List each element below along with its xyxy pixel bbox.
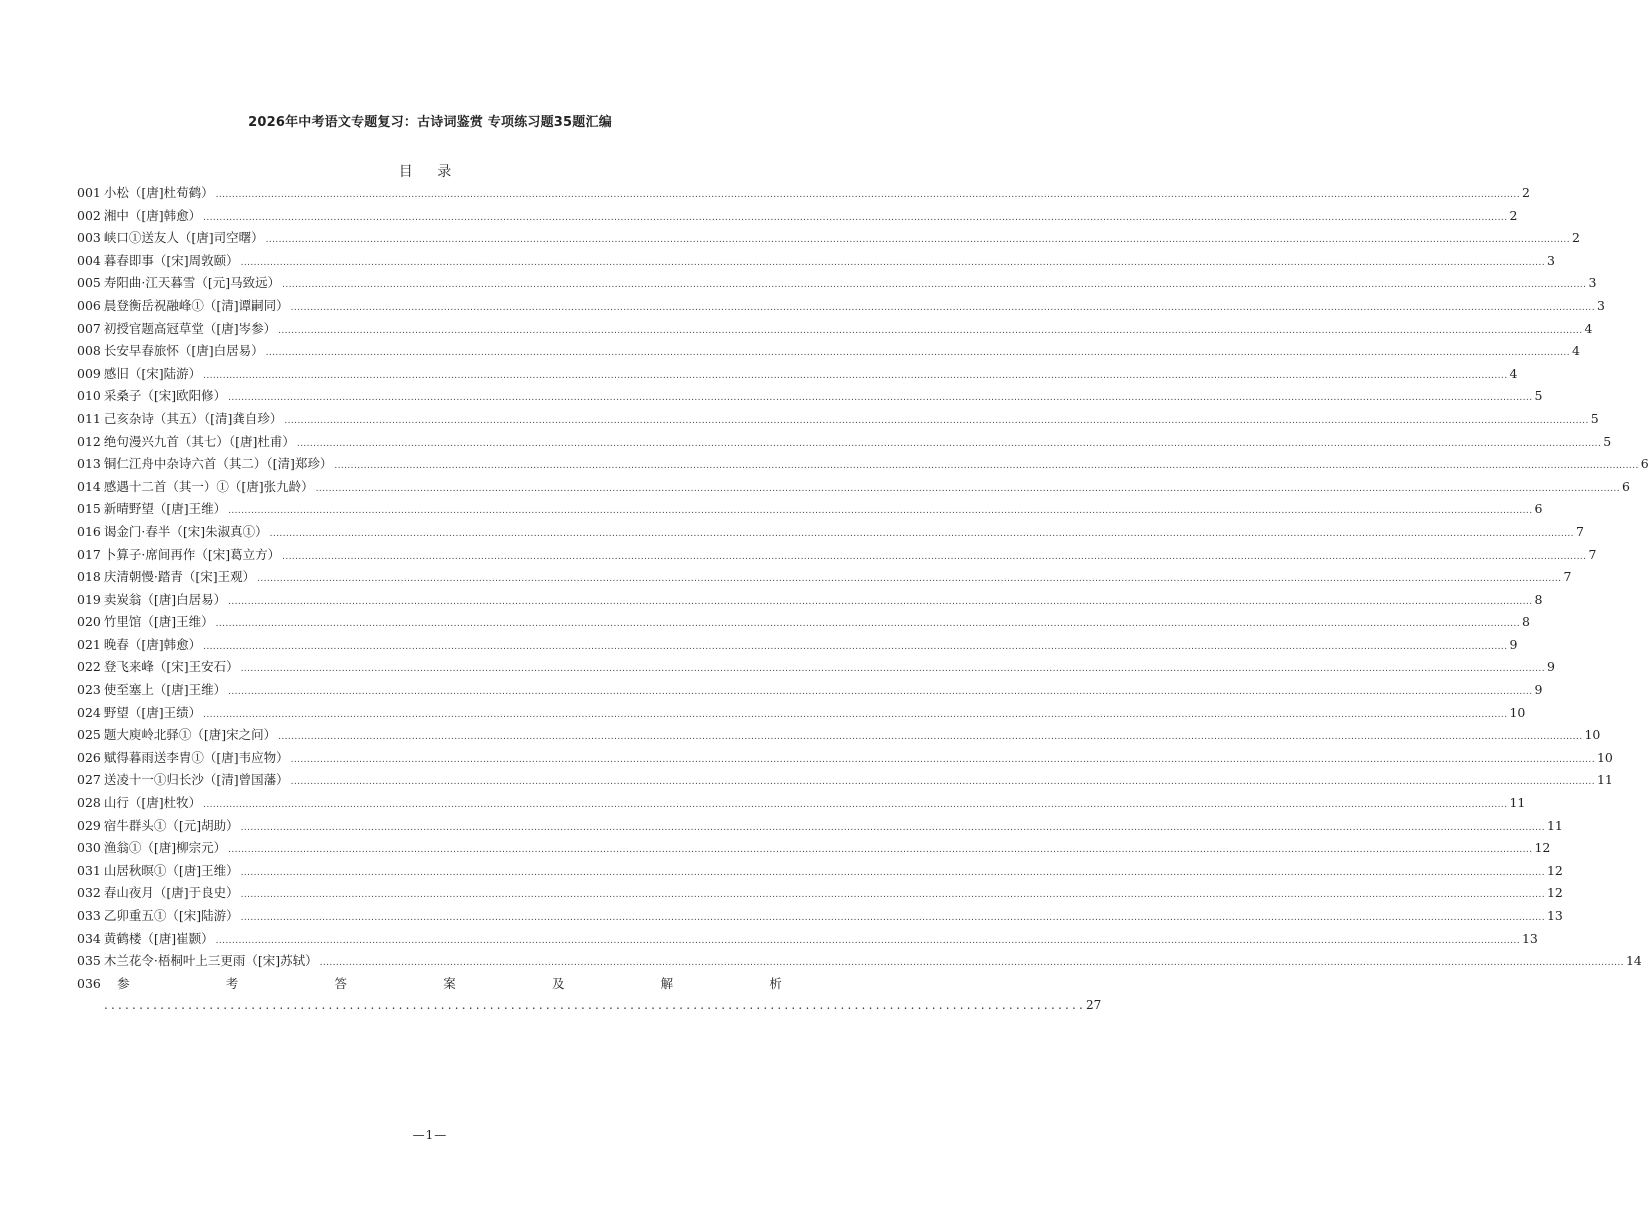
- toc-entry-number: 025: [77, 727, 101, 743]
- toc-entry-title: 己亥杂诗（其五）（[清]龚自珍）: [103, 410, 283, 426]
- toc-page-number: 7: [1563, 569, 1572, 585]
- toc-dot-leader: ................................................................................................................................................................................................................................................................................................................................................................................................................: [228, 393, 1533, 404]
- toc-entry[interactable]: [77, 769, 1613, 792]
- toc-entry-title: [117, 973, 782, 996]
- toc-entry-number: 010: [77, 388, 101, 404]
- toc-entry[interactable]: [77, 837, 1551, 860]
- toc-entry-title: 宿牛群头①（[元]胡助）: [103, 817, 239, 833]
- toc-dot-leader: ................................................................................................................................................................................................................................................................................................................................................................................................................: [282, 551, 1587, 562]
- toc-entry-title-char: 答: [334, 975, 347, 991]
- toc-dot-leader: ................................................................................................................................................................................................................................................................................................................................................................................................................: [290, 302, 1595, 313]
- toc-entry-title: 春山夜月（[唐]于良史）: [103, 885, 239, 901]
- toc-entry-title: 渔翁①（[唐]柳宗元）: [103, 840, 227, 856]
- toc-entry[interactable]: [77, 611, 1530, 634]
- toc-entry[interactable]: [77, 453, 1649, 476]
- toc-entry-number: 004: [77, 252, 101, 268]
- toc-page-number: 11: [1509, 795, 1526, 811]
- toc-entry[interactable]: [77, 724, 1601, 747]
- toc-page-number: 10: [1584, 727, 1601, 743]
- toc-entry-number: 008: [77, 343, 101, 359]
- toc-entry-title: 初授官题高冠草堂（[唐]岑参）: [103, 320, 277, 336]
- toc-entry-number: 002: [77, 207, 101, 223]
- toc-entry-number: 011: [77, 410, 101, 426]
- toc-entry-number: 013: [77, 456, 101, 472]
- toc-entry-number: 001: [77, 185, 101, 200]
- toc-entry[interactable]: [77, 860, 1563, 883]
- toc-page-number: 27: [1086, 998, 1102, 1012]
- toc-entry[interactable]: [77, 589, 1543, 612]
- toc-dot-leader: ................................................................................................................................................................................................................................................................................................................................................................................................................: [284, 415, 1589, 426]
- toc-entry-number: 028: [77, 795, 101, 811]
- toc-entry-number: 029: [77, 817, 101, 833]
- toc-dot-leader: ................................................................................................................................................................................................................................................................................................................................................................................................................: [240, 890, 1545, 901]
- toc-dot-leader: ................................................................................................................................................................................................................................................................................................................................................................................................................: [240, 822, 1545, 833]
- toc-entry-title: 感旧（[宋]陆游）: [103, 365, 202, 381]
- toc-entry[interactable]: [77, 431, 1612, 454]
- toc-entry-number: 014: [77, 478, 101, 494]
- toc-dot-leader: ................................................................................................................................................................................................................................................................................................................................................................................................................: [228, 845, 1533, 856]
- table-of-contents: [77, 182, 1649, 995]
- toc-entry[interactable]: [77, 792, 1526, 815]
- toc-dot-leader: ................................................................................................................................................................................................................................................................................................................................................................................................................: [203, 709, 1508, 720]
- toc-entry[interactable]: [77, 385, 1543, 408]
- toc-entry-number: 023: [77, 682, 101, 698]
- toc-entry[interactable]: [77, 476, 1630, 499]
- toc-entry-title: 野望（[唐]王绩）: [103, 704, 202, 720]
- toc-entry-title: 山居秋暝①（[唐]王维）: [103, 862, 239, 878]
- toc-page-number: 7: [1575, 523, 1584, 539]
- toc-entry[interactable]: [77, 702, 1526, 725]
- toc-entry-answers[interactable]: [77, 973, 782, 995]
- toc-entry[interactable]: [77, 318, 1593, 341]
- toc-entry-number: 030: [77, 840, 101, 856]
- toc-page-number: 8: [1521, 614, 1530, 630]
- toc-dot-leader: ................................................................................................................................................................................................................................................................................................................................................................................................................: [278, 325, 1583, 336]
- toc-entry[interactable]: [77, 634, 1518, 657]
- toc-entry[interactable]: [77, 905, 1563, 928]
- toc-page-number: 12: [1546, 885, 1563, 901]
- toc-dot-leader: ................................................................................................................................................................................................................................................................................................................................................................................................................: [215, 619, 1520, 630]
- toc-entry-title: 晨登衡岳祝融峰①（[清]谭嗣同）: [103, 297, 289, 313]
- toc-page-number: 5: [1534, 388, 1543, 404]
- toc-page-number: 2: [1521, 185, 1530, 200]
- toc-dot-leader: ................................................................................................................................................................................................................................................................................................................................................................................................................: [278, 732, 1583, 743]
- toc-entry-title: 采桑子（[宋]欧阳修）: [103, 388, 227, 404]
- toc-dot-leader: ................................................................................................................................................................................................................................................................................................................................................................................................................: [215, 190, 1520, 200]
- toc-dot-leader: ................................................................................................................................................................................................................................................................................................................................................................................................................: [334, 461, 1639, 472]
- toc-page-number: 4: [1584, 320, 1593, 336]
- toc-page-number: 2: [1509, 207, 1518, 223]
- toc-dot-leader: ................................................................................................................................................................................................................................................................................................................................................................................................................: [240, 867, 1545, 878]
- toc-page-number: 10: [1509, 704, 1526, 720]
- toc-entry-title-char: 考: [225, 975, 239, 991]
- toc-dot-leader: ................................................................................................................................................................................................................................................................................................................................................................................................................: [315, 483, 1620, 494]
- toc-page-number: 7: [1588, 546, 1597, 562]
- toc-entry-title: 赋得暮雨送李胄①（[唐]韦应物）: [103, 749, 289, 765]
- toc-entry-title: 卖炭翁（[唐]白居易）: [103, 591, 227, 607]
- toc-entry-title: 寿阳曲·江天暮雪（[元]马致远）: [103, 275, 281, 291]
- toc-entry-number: 006: [77, 297, 101, 313]
- toc-entry-title: 卜算子·席间再作（[宋]葛立方）: [103, 546, 281, 562]
- toc-entry-title: 峡口①送友人（[唐]司空曙）: [103, 230, 264, 246]
- toc-entry-title-char: 参: [117, 975, 130, 991]
- toc-entry-number: 015: [77, 501, 101, 517]
- toc-page-number: 12: [1534, 840, 1551, 856]
- toc-entry[interactable]: [77, 544, 1597, 567]
- toc-entry-continuation: [104, 997, 1102, 1013]
- toc-dot-leader: ................................................................................................................................................................................................................................................................................................................................................................................................................: [203, 212, 1508, 223]
- toc-entry-title: 铜仁江舟中杂诗六首（其二）（[清]郑珍）: [103, 456, 333, 472]
- toc-entry-title-char: 及: [551, 975, 565, 991]
- toc-entry[interactable]: [77, 928, 1538, 951]
- toc-entry-title: 感遇十二首（其一）①（[唐]张九龄）: [103, 478, 314, 494]
- toc-heading: 目 录: [398, 164, 462, 180]
- toc-entry[interactable]: [77, 882, 1563, 905]
- toc-entry-title: 谒金门·春半（[宋]朱淑真①）: [103, 523, 268, 539]
- toc-page-number: 10: [1596, 749, 1613, 765]
- toc-entry-title: 使至塞上（[唐]王维）: [103, 682, 227, 698]
- toc-page-number: 4: [1571, 343, 1580, 359]
- toc-entry-title-char: 析: [769, 975, 782, 991]
- toc-entry-title: 黄鹤楼（[唐]崔颢）: [103, 930, 214, 946]
- toc-dot-leader: ................................................................................................................................................................................................................................................................................................................................................................................................................: [203, 370, 1508, 381]
- toc-entry-number: 012: [77, 433, 101, 449]
- toc-page-number: 14: [1625, 953, 1642, 969]
- toc-entry-title: 题大庾岭北驿①（[唐]宋之问）: [103, 727, 277, 743]
- toc-page-number: 9: [1534, 682, 1543, 698]
- toc-entry-title: 登飞来峰（[宋]王安石）: [103, 659, 239, 675]
- page-footer: —1—: [412, 1128, 448, 1142]
- toc-entry-number: 009: [77, 365, 101, 381]
- toc-dot-leader: ................................................................................................................................................................................................................................................................................................................................................................................................................: [228, 506, 1533, 517]
- toc-page-number: 3: [1596, 297, 1605, 313]
- toc-page-number: 11: [1596, 772, 1613, 788]
- toc-entry-title-char: 案: [443, 975, 456, 991]
- toc-entry-title-char: 解: [660, 975, 674, 991]
- toc-entry[interactable]: [77, 498, 1543, 521]
- toc-dot-leader: ................................................................................................................................................................................................................................................................................................................................................................................................................: [257, 574, 1562, 585]
- toc-page-number: 6: [1534, 501, 1543, 517]
- toc-entry-title: 竹里馆（[唐]王维）: [103, 614, 214, 630]
- toc-entry-number: 032: [77, 885, 101, 901]
- toc-dot-leader: ................................................................................................................................................................................................................................................................................................................................................................................................................: [240, 913, 1545, 923]
- toc-page-number: 11: [1546, 817, 1563, 833]
- toc-entry[interactable]: [77, 272, 1597, 295]
- toc-entry-number: 026: [77, 749, 101, 765]
- toc-entry[interactable]: [77, 340, 1580, 363]
- toc-entry-number: 005: [77, 275, 101, 291]
- toc-entry[interactable]: [77, 679, 1543, 702]
- toc-dot-leader: ................................................................................................................................................................................................................................................................................................................................................................................................................: [240, 664, 1545, 675]
- toc-entry-number: 033: [77, 908, 101, 923]
- toc-dot-leader: ................................................................................................................................................................................................................................................................................................................................................................................................................: [282, 280, 1587, 291]
- toc-entry-number: 035: [77, 953, 101, 969]
- toc-page-number: 12: [1546, 862, 1563, 878]
- toc-entry[interactable]: [77, 521, 1584, 544]
- toc-entry-title: 庆清朝慢·踏青（[宋]王观）: [103, 569, 256, 585]
- toc-page-number: 6: [1640, 456, 1649, 472]
- toc-entry-title: 木兰花令·梧桐叶上三更雨（[宋]苏轼）: [103, 953, 318, 969]
- toc-entry[interactable]: [77, 295, 1605, 318]
- toc-page-number: 3: [1546, 252, 1555, 268]
- toc-entry[interactable]: [77, 950, 1642, 973]
- toc-dot-leader: ................................................................................................................................................................................................................................................................................................................................................................................................................: [319, 958, 1624, 969]
- toc-entry-number: 018: [77, 569, 101, 585]
- toc-entry-title: 送凌十一①归长沙（[清]曾国藩）: [103, 772, 289, 788]
- toc-entry-title: 小松（[唐]杜荀鹤）: [103, 185, 214, 200]
- toc-dot-leader: ................................................................................................................................................................................................................................................................................................................................................................................................................: [203, 641, 1508, 652]
- document-title: 2026年中考语文专题复习：古诗词鉴赏 专项练习题35题汇编: [248, 115, 612, 130]
- toc-entry[interactable]: [77, 363, 1518, 386]
- toc-entry-number: 016: [77, 523, 101, 539]
- toc-dot-leader: ................................................................................................................................................................................................................................................................................................................................................................................................................: [269, 528, 1574, 539]
- toc-dot-leader: ............................................................................................................................................: [104, 998, 1087, 1012]
- toc-entry-number: 031: [77, 862, 101, 878]
- toc-dot-leader: ................................................................................................................................................................................................................................................................................................................................................................................................................: [203, 800, 1508, 811]
- toc-entry[interactable]: [77, 566, 1572, 589]
- toc-entry-title: 新晴野望（[唐]王维）: [103, 501, 227, 517]
- toc-page-number: 9: [1509, 636, 1518, 652]
- toc-dot-leader: ................................................................................................................................................................................................................................................................................................................................................................................................................: [290, 754, 1595, 765]
- toc-entry-title: 湘中（[唐]韩愈）: [103, 207, 202, 223]
- toc-dot-leader: ................................................................................................................................................................................................................................................................................................................................................................................................................: [265, 235, 1570, 246]
- toc-entry[interactable]: [77, 250, 1555, 273]
- toc-entry-title: 暮春即事（[宋]周敦颐）: [103, 252, 239, 268]
- toc-page-number: 8: [1534, 591, 1543, 607]
- toc-entry[interactable]: [77, 227, 1580, 250]
- toc-entry-title: 乙卯重五①（[宋]陆游）: [103, 908, 239, 923]
- toc-entry-number: 022: [77, 659, 101, 675]
- toc-entry-number: 020: [77, 614, 101, 630]
- toc-dot-leader: ................................................................................................................................................................................................................................................................................................................................................................................................................: [290, 777, 1595, 788]
- toc-entry[interactable]: [77, 408, 1599, 431]
- toc-entry[interactable]: [77, 656, 1555, 679]
- toc-entry[interactable]: [77, 747, 1613, 770]
- toc-entry[interactable]: [77, 182, 1530, 205]
- toc-entry-title: 晚春（[唐]韩愈）: [103, 636, 202, 652]
- toc-entry-title: 长安早春旅怀（[唐]白居易）: [103, 343, 264, 359]
- toc-entry-number: 034: [77, 930, 101, 946]
- toc-page-number: 2: [1571, 230, 1580, 246]
- toc-entry-number: 017: [77, 546, 101, 562]
- toc-entry-number: 003: [77, 230, 101, 246]
- toc-entry-title: 绝句漫兴九首（其七）（[唐]杜甫）: [103, 433, 295, 449]
- toc-page-number: 6: [1621, 478, 1630, 494]
- toc-page-number: 13: [1521, 930, 1538, 946]
- toc-dot-leader: ................................................................................................................................................................................................................................................................................................................................................................................................................: [215, 935, 1520, 946]
- toc-page-number: 9: [1546, 659, 1555, 675]
- toc-page-number: 4: [1509, 365, 1518, 381]
- toc-page-number: 13: [1546, 908, 1563, 923]
- toc-dot-leader: ................................................................................................................................................................................................................................................................................................................................................................................................................: [296, 438, 1602, 449]
- toc-dot-leader: ................................................................................................................................................................................................................................................................................................................................................................................................................: [228, 687, 1533, 698]
- toc-entry-number: 007: [77, 320, 101, 336]
- toc-entry-number: 019: [77, 591, 101, 607]
- toc-dot-leader: ................................................................................................................................................................................................................................................................................................................................................................................................................: [265, 348, 1570, 359]
- toc-dot-leader: ................................................................................................................................................................................................................................................................................................................................................................................................................: [240, 257, 1545, 268]
- toc-entry-number: 024: [77, 704, 101, 720]
- toc-entry[interactable]: [77, 205, 1518, 228]
- toc-entry[interactable]: [77, 815, 1563, 838]
- toc-entry-number: 027: [77, 772, 101, 788]
- toc-dot-leader: ................................................................................................................................................................................................................................................................................................................................................................................................................: [228, 596, 1533, 607]
- toc-page-number: 5: [1603, 433, 1612, 449]
- toc-entry-number: 021: [77, 636, 101, 652]
- toc-page-number: 5: [1590, 410, 1599, 426]
- toc-entry-title: 山行（[唐]杜牧）: [103, 795, 202, 811]
- toc-entry-number: 036: [77, 975, 101, 991]
- toc-page-number: 3: [1588, 275, 1597, 291]
